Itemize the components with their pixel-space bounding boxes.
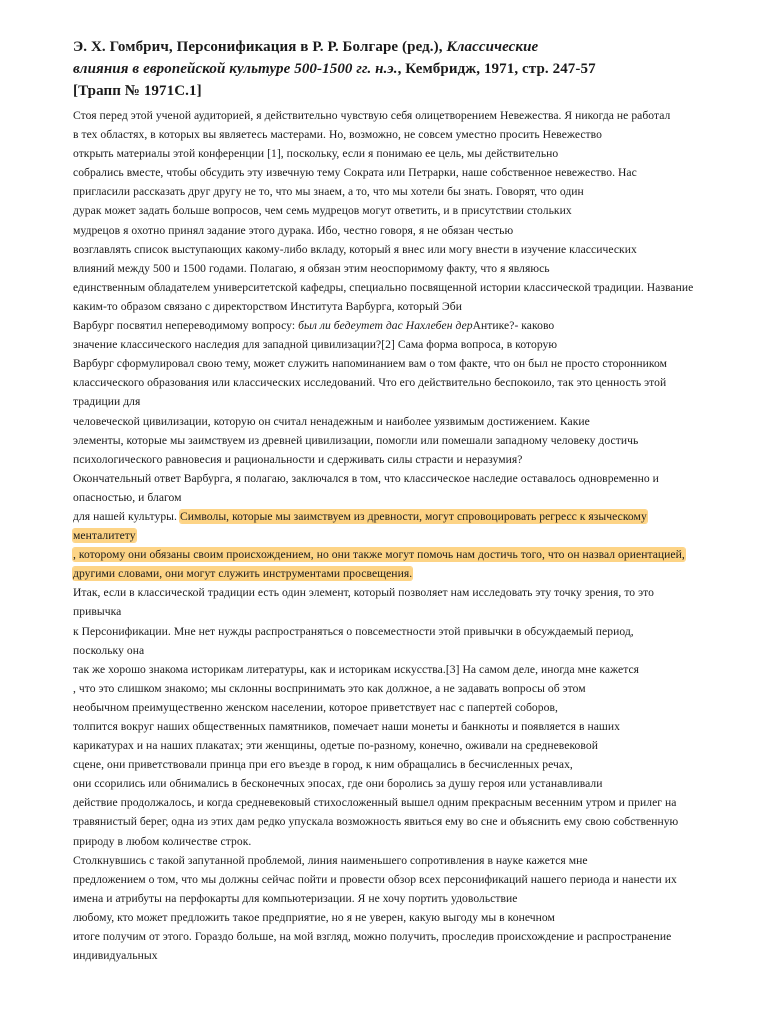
text-line: элементы, которые мы заимствуем из древней цивилизации, помогли или помешали западному человеку достичь [73, 433, 639, 447]
citation-title-italic: Классические [446, 39, 539, 55]
citation-line-3: [Трапп № 1971С.1] [73, 83, 202, 99]
text-line: мудрецов я охотно принял задание этого дурака. Ибо, честно говоря, я не обязан честью [73, 223, 514, 237]
citation-title-italic-cont: влияния в европейской культуре 500-1500 гг. н.э. [73, 61, 398, 77]
text-segment: Варбург посвятил непереводимому вопросу: [73, 319, 299, 333]
text-line: дурак может задать больше вопросов, чем семь мудрецов могут ответить, и в присутствии стольких [73, 204, 572, 218]
highlight-span[interactable]: другими словами, они могут служить инструментами просвещения. [73, 567, 413, 581]
citation-header [73, 36, 728, 102]
text-line: собрались вместе, чтобы обсудить эту извечную тему Сократа или Петрарки, наше собственное невежество. Нас [73, 166, 637, 180]
text-line: привычка [73, 605, 122, 619]
highlighted-passage-line-3 [73, 545, 728, 564]
text-segment: для нашей культуры. [73, 509, 180, 523]
text-line: итоге получим от этого. Гораздо больше, на мой взгляд, можно получить, проследив происхождение и распространение [73, 930, 672, 944]
citation-line-2 [73, 58, 728, 80]
text-line: предложением о том, что мы должны сейчас пойти и провести обзор всех персонификаций нашего периода и нанести их [73, 872, 677, 886]
text-line: так же хорошо знакома историкам литературы, как и историкам искусства.[3] На самом деле, иногда мне кажется [73, 662, 640, 676]
text-line: влияний между 500 и 1500 годами. Полагаю, я обязан этим неоспоримому факту, что я являюсь [73, 261, 550, 275]
citation-line-1 [73, 36, 728, 58]
text-line: природу в любом количестве строк. [73, 834, 252, 848]
text-line: индивидуальных [73, 949, 158, 963]
text-line: психологического равновесия и рациональности и сдерживать силы страсти и неразумия? [73, 452, 523, 466]
text-line: любому, кто может предложить такое предприятие, но я не уверен, какую выгоду мы в конечном [73, 910, 555, 924]
citation-publisher-text: , Кембридж, 1971, стр. 247-57 [397, 61, 596, 77]
text-line: необычном преимущественно женском населении, которое приветствует нас с папертей соборов, [73, 700, 558, 714]
text-line: Столкнувшись с такой запутанной проблемой, линия наименьшего сопротивления в науке кажется мне [73, 853, 588, 867]
warburg-question-line [73, 316, 728, 335]
text-line: Итак, если в классической традиции есть один элемент, который позволяет нам исследовать эту точку зрения, то это [73, 586, 654, 600]
italic-german-phrase: был ли бедеутет дас Нахлебен дер [298, 319, 473, 333]
text-line: травянистый берег, одна из этих дам редко упускала возможность явиться ему во сне и объяснить ему свою собственную [73, 815, 679, 829]
text-line: поскольку она [73, 643, 145, 657]
highlighted-passage-line-1 [73, 507, 728, 526]
text-line: Варбург сформулировал свою тему, может служить напоминанием вам о том факте, что он был не просто сторонником [73, 357, 667, 371]
text-line: имена и атрибуты на перфокарты для компьютеризации. Я не хочу портить удовольствие [73, 891, 518, 905]
text-line: сцене, они приветствовали принца при его въезде в город, к ним обращались в бесчисленных речах, [73, 758, 573, 772]
text-line: единственным обладателем университетской кафедры, специально посвященной истории классической традиции. Название [73, 280, 694, 294]
text-line: открыть материалы этой конференции [1], поскольку, если я понимаю ее цель, мы действительно [73, 147, 559, 161]
highlight-span[interactable]: , которому они обязаны своим происхождением, но они также могут помочь нам достичь того, что он назвал ориентацией, [73, 548, 685, 562]
text-segment: Антике?- каково [472, 319, 555, 333]
citation-author-text: Э. Х. Гомбрич, Персонификация в Р. Р. Болгаре (ред.), [73, 39, 447, 55]
highlighted-passage-line-4 [73, 564, 728, 583]
text-line: , что это слишком знакомо; мы склонны воспринимать это как должное, а не задавать вопросы об этом [73, 681, 586, 695]
text-line: классического образования или классических исследований. Что его действительно беспокоило, так это ценность этой [73, 376, 667, 390]
text-line: карикатурах и на наших плакатах; эти женщины, одетые по-разному, конечно, оживали на средневековой [73, 739, 598, 753]
highlighted-passage-line-2 [73, 526, 728, 545]
text-line: традиции для [73, 395, 141, 409]
text-line: Окончательный ответ Варбурга, я полагаю, заключался в том, что классическое наследие оставалось одновременно и [73, 471, 659, 485]
highlight-span[interactable]: менталитету [73, 529, 136, 543]
text-line: в тех областях, в которых вы являетесь мастерами. Но, возможно, не совсем уместно просить Невежество [73, 128, 602, 142]
text-line: действие продолжалось, и когда средневековый стихосложенный вышел одним прекрасным весенним утром и прилег на [73, 796, 677, 810]
text-line: они ссорились или обнимались в бесконечных эпосах, где они боролись за душу героя или устанавливали [73, 777, 603, 791]
document-body [73, 106, 728, 965]
text-line: каким-то образом связано с директорством Института Варбурга, который Эби [73, 299, 462, 313]
text-line: пригласили рассказать друг другу не то, что мы знаем, а то, что мы хотели бы знать. Говорят, что один [73, 185, 584, 199]
text-line: значение классического наследия для западной цивилизации?[2] Сама форма вопроса, в которую [73, 338, 558, 352]
text-line: возглавлять список выступающих какому-либо вкладу, который я внес или могу внести в изучение классических [73, 242, 637, 256]
text-line: толпится вокруг наших общественных памятников, помечает наши монеты и банкноты и появляется в наших [73, 720, 621, 733]
text-line: человеческой цивилизации, которую он считал ненадежным и наиболее уязвимым достижением. Какие [73, 414, 590, 428]
text-line: опасностью, и благом [73, 490, 182, 504]
highlight-span[interactable]: Символы, которые мы заимствуем из древности, могут спровоцировать регресс к языческому [179, 509, 647, 523]
text-line: к Персонификации. Мне нет нужды распространяться о повсеместности этой привычки в обсуждаемый период, [73, 624, 634, 638]
text-line: Стоя перед этой ученой аудиторией, я действительно чувствую себя олицетворением Невежества. Я никогда не работал [73, 109, 671, 122]
